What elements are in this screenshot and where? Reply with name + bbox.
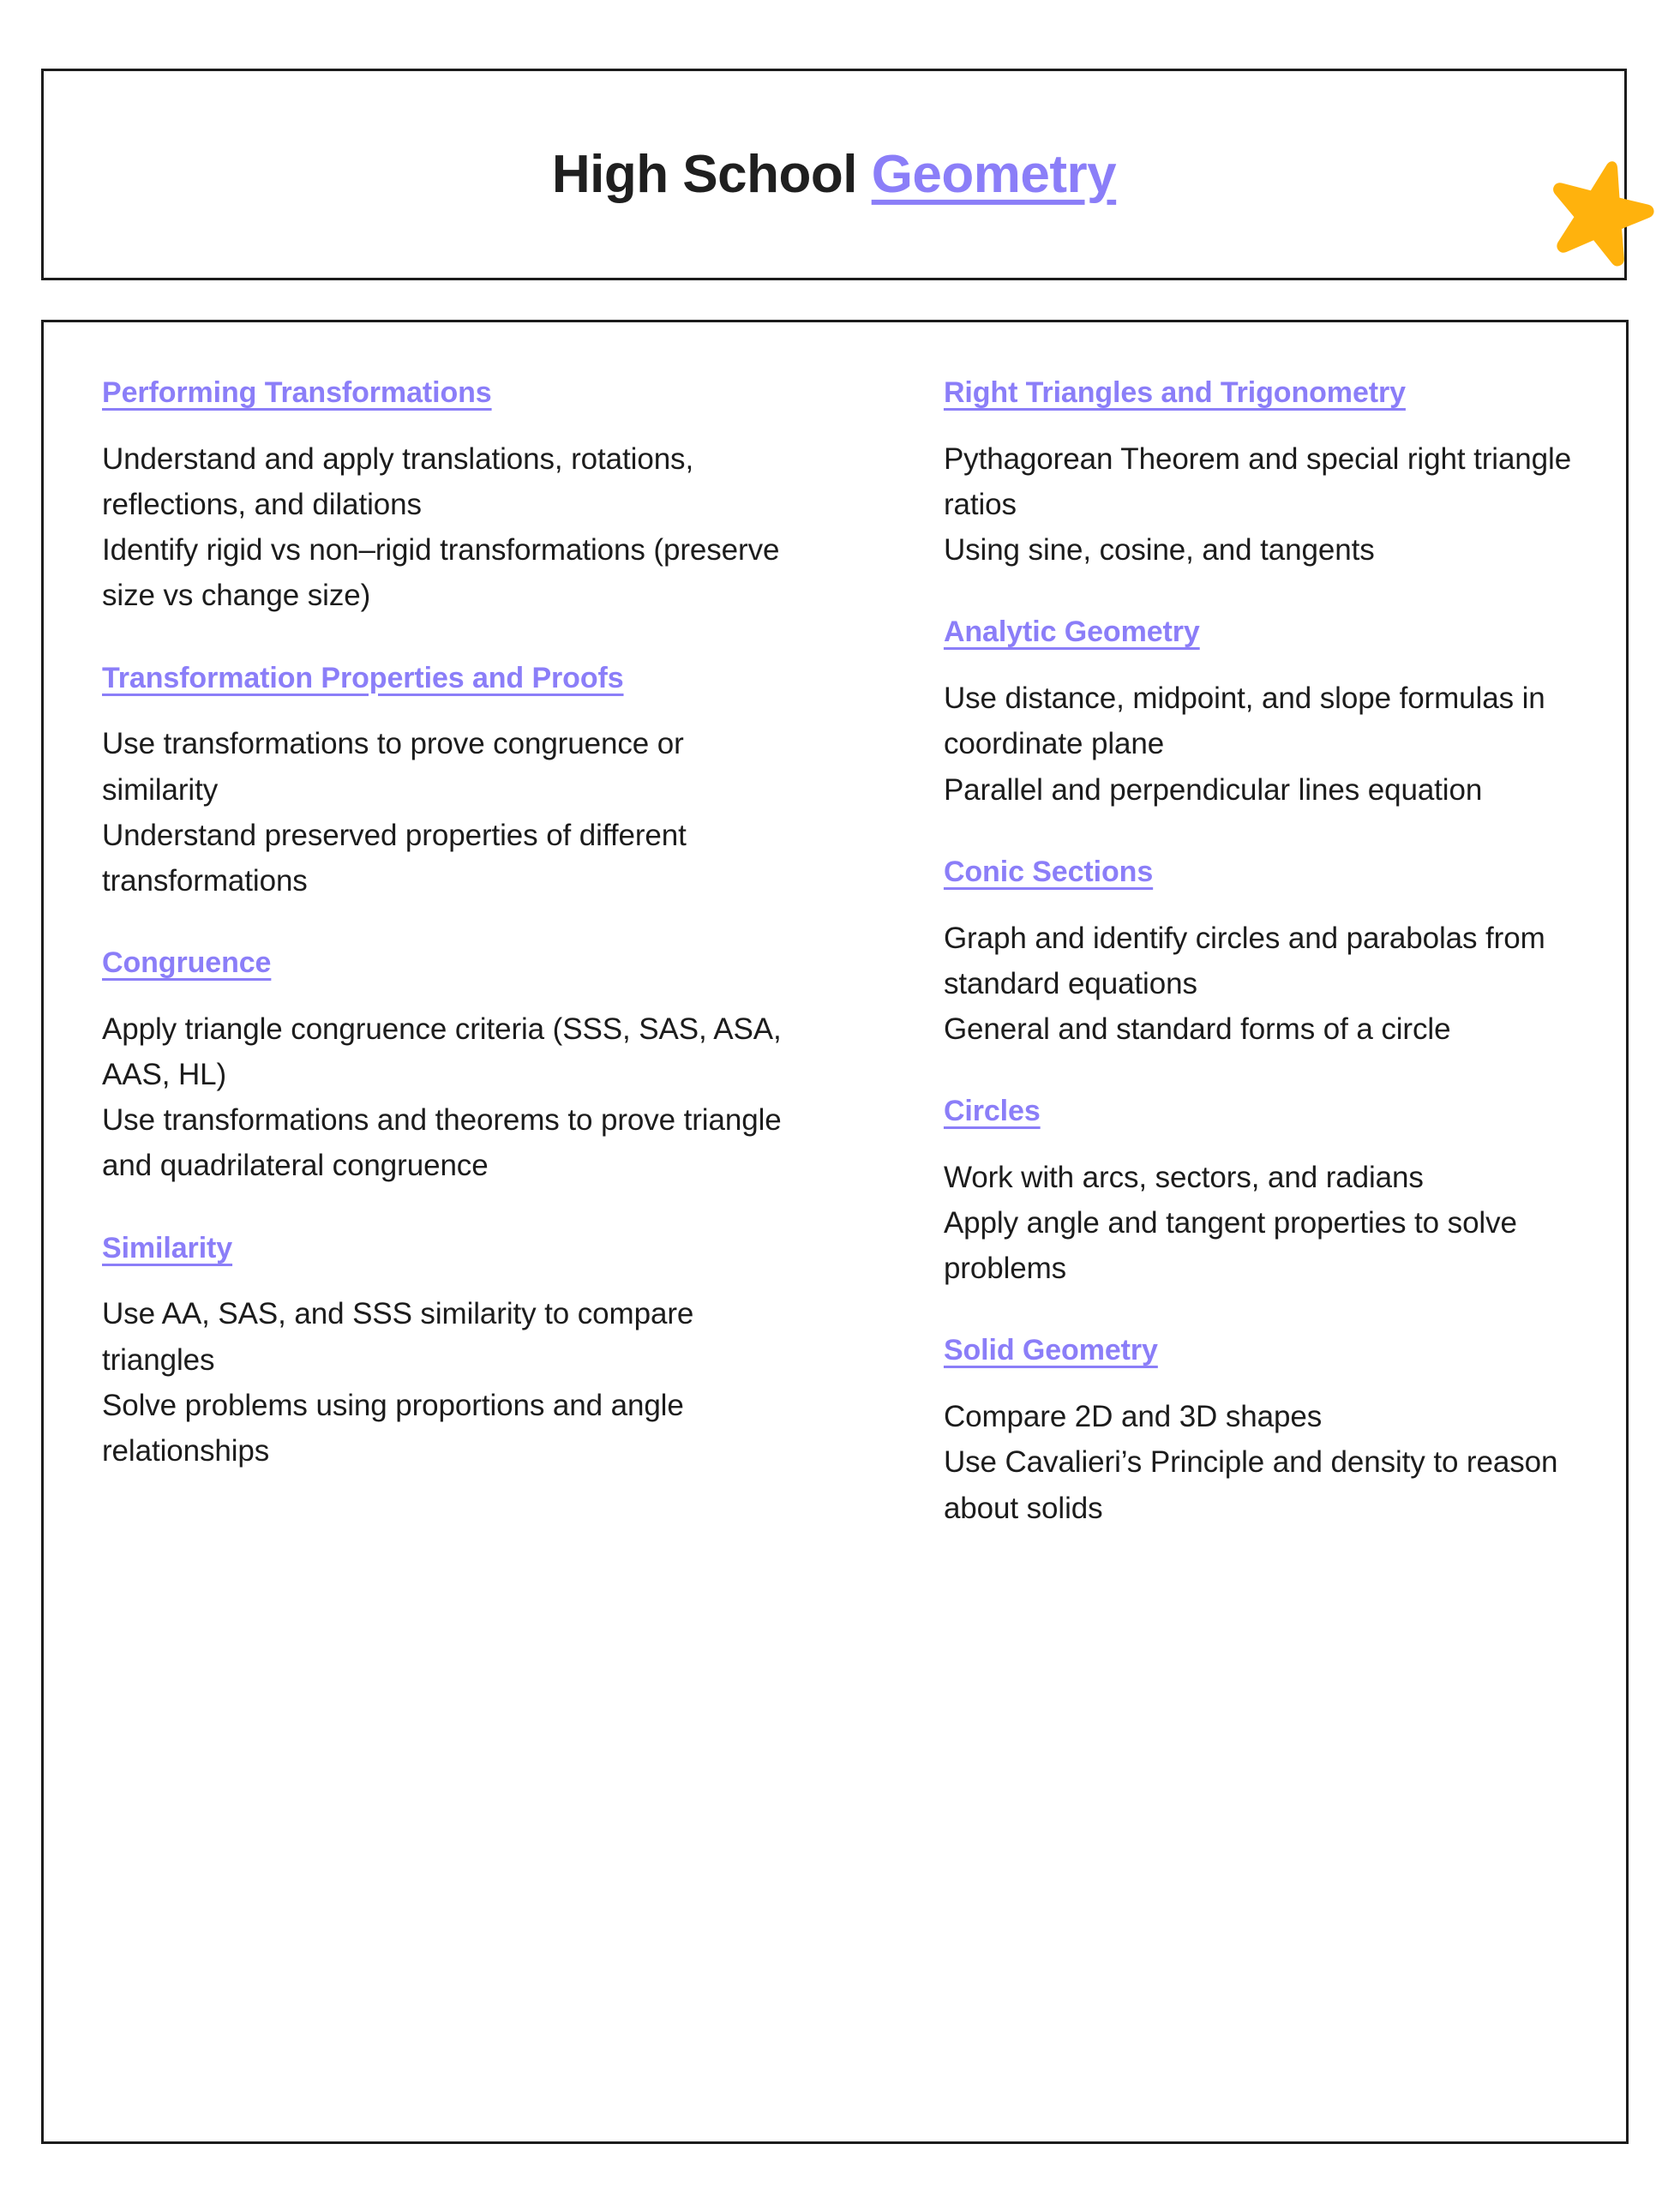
section-body <box>102 721 788 904</box>
section-congruence <box>102 946 848 1189</box>
content-box <box>41 320 1629 2144</box>
section-line: Compare 2D and 3D shapes <box>943 1400 1323 1434</box>
content-columns <box>102 375 1600 1531</box>
section-body <box>102 436 788 619</box>
section-body <box>944 436 1600 574</box>
section-analytic-geometry <box>944 615 1600 812</box>
section-line: Using sine, cosine, and tangents <box>943 533 1375 568</box>
section-line: Use transformations to prove congruence or similarity <box>102 727 684 807</box>
section-line: Use AA, SAS, and SSS similarity to compare triangles <box>102 1297 694 1377</box>
section-line: Understand preserved properties of different transformations <box>102 818 687 898</box>
section-heading[interactable]: Solid Geometry <box>943 1334 1158 1367</box>
section-heading[interactable]: Circles <box>943 1095 1041 1128</box>
header-box <box>41 69 1627 280</box>
left-column <box>102 375 848 1531</box>
section-heading[interactable]: Analytic Geometry <box>943 616 1200 649</box>
section-line: Apply triangle congruence criteria (SSS, SAS, ASA, AAS, HL) <box>102 1012 782 1092</box>
section-line: Graph and identify circles and parabolas from standard equations <box>943 921 1545 1000</box>
section-heading[interactable]: Similarity <box>102 1231 233 1264</box>
section-solid-geometry <box>944 1333 1600 1530</box>
section-body <box>944 1155 1600 1292</box>
section-heading[interactable]: Transformation Properties and Proofs <box>102 661 624 694</box>
page-title <box>44 145 1624 203</box>
section-line: Use distance, midpoint, and slope formulas in coordinate plane <box>943 682 1545 761</box>
section-heading[interactable]: Right Triangles and Trigonometry <box>943 376 1406 409</box>
section-line: Work with arcs, sectors, and radians <box>943 1160 1424 1194</box>
section-heading[interactable]: Performing Transformations <box>102 376 492 409</box>
section-transformation-properties-and-proofs <box>102 661 848 904</box>
section-right-triangles-and-trigonometry <box>944 375 1600 573</box>
section-performing-transformations <box>102 375 848 619</box>
page-title-prefix: High School <box>551 144 872 204</box>
section-line: Understand and apply translations, rotations, reflections, and dilations <box>102 441 694 521</box>
section-conic-sections <box>944 855 1600 1052</box>
section-line: Parallel and perpendicular lines equation <box>943 772 1483 807</box>
section-body <box>944 916 1600 1053</box>
section-similarity <box>102 1231 848 1474</box>
section-body <box>944 676 1600 813</box>
section-circles <box>944 1094 1600 1291</box>
section-body <box>944 1394 1600 1531</box>
section-heading[interactable]: Congruence <box>102 946 272 980</box>
section-body <box>102 1006 788 1189</box>
section-line: Solve problems using proportions and angle relationships <box>102 1388 684 1468</box>
section-line: Identify rigid vs non–rigid transformations (preserve size vs change size) <box>102 533 780 613</box>
section-line: Pythagorean Theorem and special right triangle ratios <box>943 441 1572 521</box>
section-heading[interactable]: Conic Sections <box>943 855 1154 888</box>
section-line: Use transformations and theorems to prove triangle and quadrilateral congruence <box>102 1103 782 1183</box>
section-line: General and standard forms of a circle <box>943 1012 1451 1046</box>
section-line: Apply angle and tangent properties to solve problems <box>943 1206 1517 1286</box>
section-line: Use Cavalieri’s Principle and density to reason about solids <box>943 1445 1558 1525</box>
page-title-accent: Geometry <box>871 144 1117 204</box>
right-column <box>848 375 1600 1531</box>
section-body <box>102 1291 788 1474</box>
